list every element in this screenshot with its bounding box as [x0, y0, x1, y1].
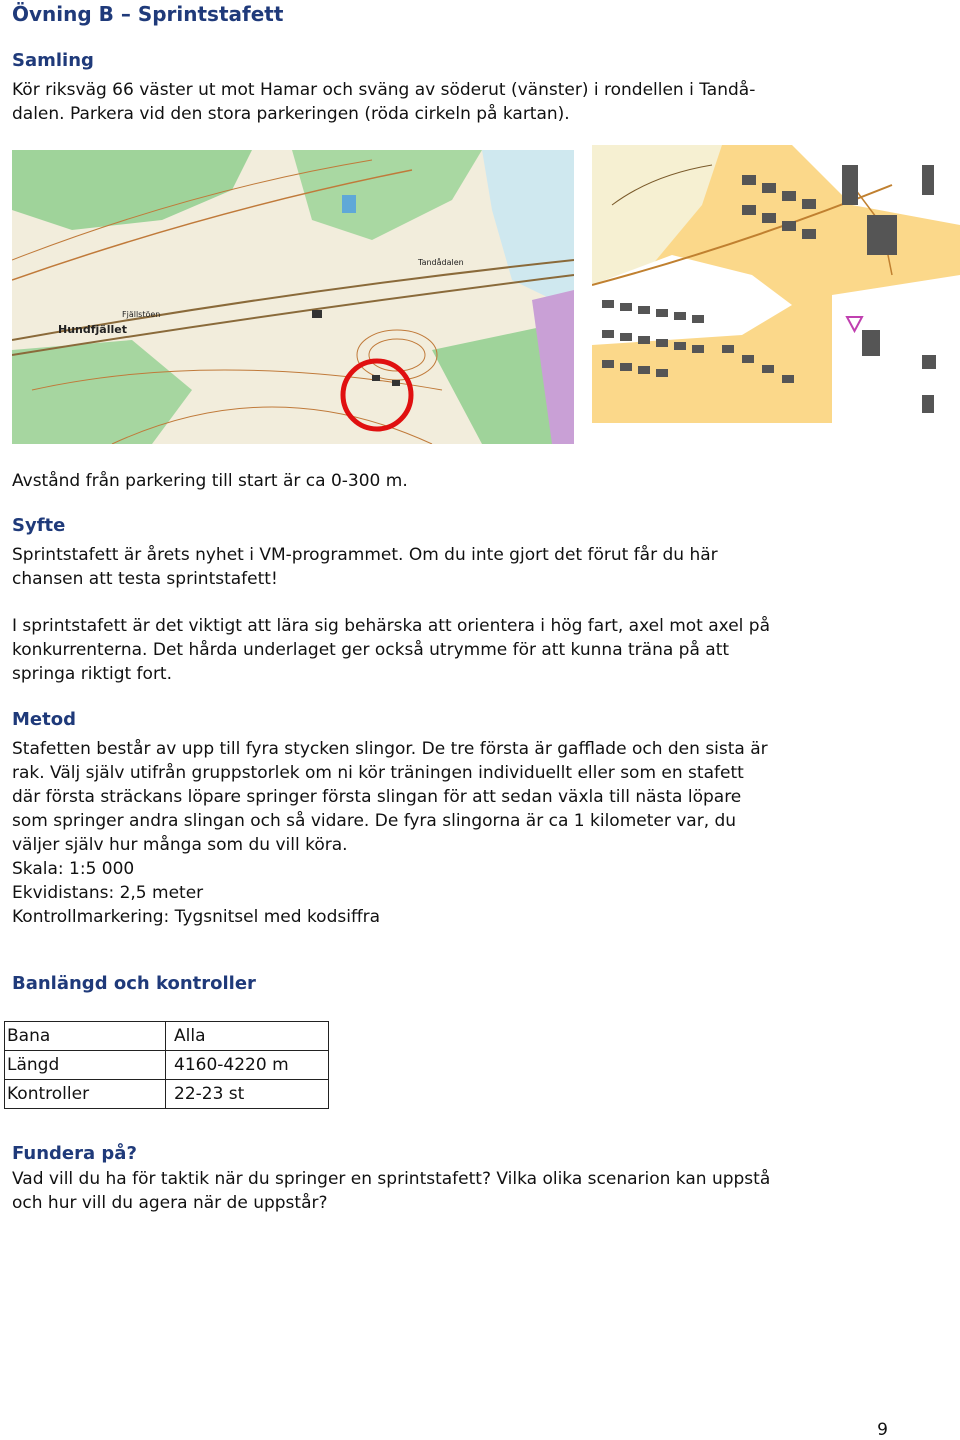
metod-line: där första sträckans löpare springer första slingan för att sedan växla till nästa löpare: [12, 787, 742, 807]
syfte-heading: Syfte: [12, 515, 66, 536]
table-cell-value: Alla: [166, 1022, 329, 1051]
metod-line: som springer andra slingan och så vidare. De fyra slingorna är ca 1 kilometer var, du: [12, 811, 737, 831]
overview-map: [12, 150, 574, 444]
table-row: [5, 1051, 329, 1080]
syfte-line-2: chansen att testa sprintstafett!: [12, 569, 278, 589]
table-row: [5, 1022, 329, 1051]
banlangd-heading: Banlängd och kontroller: [12, 973, 256, 994]
table-cell-value: 22-23 st: [166, 1080, 329, 1109]
syfte-line-1: Sprintstafett är årets nyhet i VM-programmet. Om du inte gjort det förut får du här: [12, 545, 718, 565]
course-table: [4, 1021, 329, 1109]
samling-heading: Samling: [12, 50, 94, 71]
distance-text: Avstånd från parkering till start är ca 0-300 m.: [12, 471, 408, 491]
metod-line: rak. Välj själv utifrån gruppstorlek om ni kör träningen individuellt eller som en stafett: [12, 763, 744, 783]
samling-line-1: Kör riksväg 66 väster ut mot Hamar och sväng av söderut (vänster) i rondellen i Tandå-: [12, 80, 756, 100]
overview-map-graphic: [12, 150, 574, 444]
fundera-line-1: Vad vill du ha för taktik när du springer en sprintstafett? Vilka olika scenarion kan uppstå: [12, 1169, 771, 1189]
syfte-line-3: I sprintstafett är det viktigt att lära sig behärska att orientera i hög fart, axel mot axel på: [12, 616, 770, 636]
page-title: Övning B – Sprintstafett: [12, 2, 284, 26]
metod-line: väljer själv hur många som du vill köra.: [12, 835, 348, 855]
metod-body: [12, 737, 768, 929]
metod-line: Stafetten består av upp till fyra stycken slingor. De tre första är gafflade och den sista är: [12, 739, 768, 759]
syfte-line-5: springa riktigt fort.: [12, 664, 172, 684]
map-label-tandadalen: Tandådalen: [418, 258, 464, 267]
syfte-line-4: konkurrenterna. Det hårda underlaget ger också utrymme för att kunna träna på att: [12, 640, 730, 660]
skala-line: Skala: 1:5 000: [12, 859, 135, 879]
table-row: [5, 1080, 329, 1109]
page-number: 9: [877, 1420, 888, 1440]
metod-heading: Metod: [12, 709, 76, 730]
table-cell-label: Kontroller: [5, 1080, 166, 1109]
ekvidistans-line: Ekvidistans: 2,5 meter: [12, 883, 204, 903]
sprint-map: [592, 145, 960, 423]
table-cell-value: 4160-4220 m: [166, 1051, 329, 1080]
sprint-map-graphic: [592, 145, 960, 423]
samling-line-2: dalen. Parkera vid den stora parkeringen (röda cirkeln på kartan).: [12, 104, 570, 124]
fundera-line-2: och hur vill du agera när de uppstår?: [12, 1193, 328, 1213]
map-label-fjallstoen: Fjällstöen: [122, 310, 161, 319]
table-cell-label: Längd: [5, 1051, 166, 1080]
map-label-hundfjallet: Hundfjället: [58, 323, 127, 336]
kontrollmarkering-line: Kontrollmarkering: Tygsnitsel med kodsiffra: [12, 907, 381, 927]
fundera-heading: Fundera på?: [12, 1143, 137, 1164]
table-cell-label: Bana: [5, 1022, 166, 1051]
